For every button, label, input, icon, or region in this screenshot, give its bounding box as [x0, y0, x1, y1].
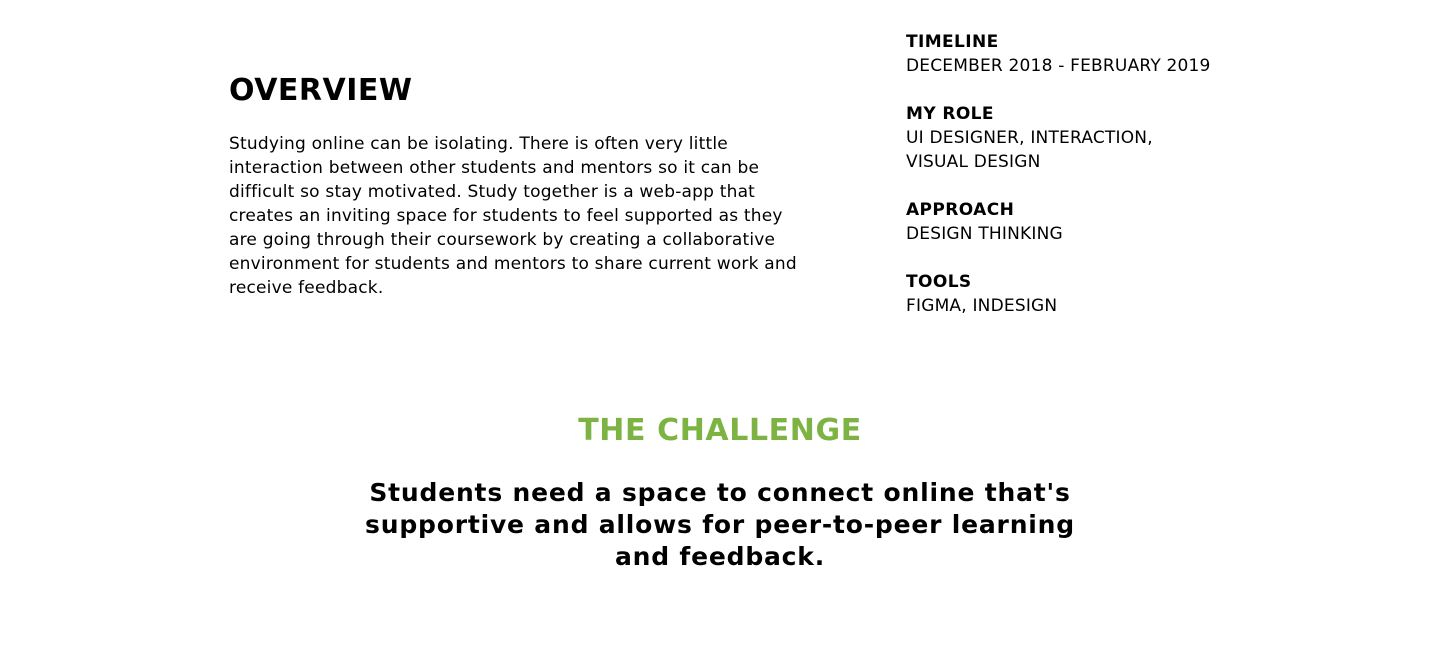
- project-details: [906, 30, 1326, 342]
- tools-value: FIGMA, INDESIGN: [906, 296, 1058, 316]
- tools-label: TOOLS: [906, 272, 972, 292]
- challenge-section: [0, 410, 1440, 573]
- timeline-block: [906, 30, 1326, 78]
- tools-block: [906, 270, 1326, 318]
- timeline-label: TIMELINE: [906, 32, 999, 52]
- overview-heading: OVERVIEW: [229, 73, 413, 108]
- role-block: [906, 102, 1326, 174]
- role-label: MY ROLE: [906, 104, 994, 124]
- role-value: UI DESIGNER, INTERACTION, VISUAL DESIGN: [906, 128, 1153, 172]
- timeline-value: DECEMBER 2018 - FEBRUARY 2019: [906, 56, 1211, 76]
- overview-paragraph: Studying online can be isolating. There is often very little interaction between other students and mentors so it can be difficult so stay motivated. Study together is a web-app that creates an inviting space for students to feel supported as they are going through their coursework by creating a collaborative environment for students and mentors to share current work and receive feedback.: [229, 134, 797, 298]
- overview-section: [229, 72, 829, 300]
- approach-block: [906, 198, 1326, 246]
- approach-value: DESIGN THINKING: [906, 224, 1063, 244]
- approach-label: APPROACH: [906, 200, 1015, 220]
- challenge-statement: Students need a space to connect online that's supportive and allows for peer-to-peer learning and feedback.: [365, 478, 1075, 571]
- challenge-heading: THE CHALLENGE: [578, 413, 862, 448]
